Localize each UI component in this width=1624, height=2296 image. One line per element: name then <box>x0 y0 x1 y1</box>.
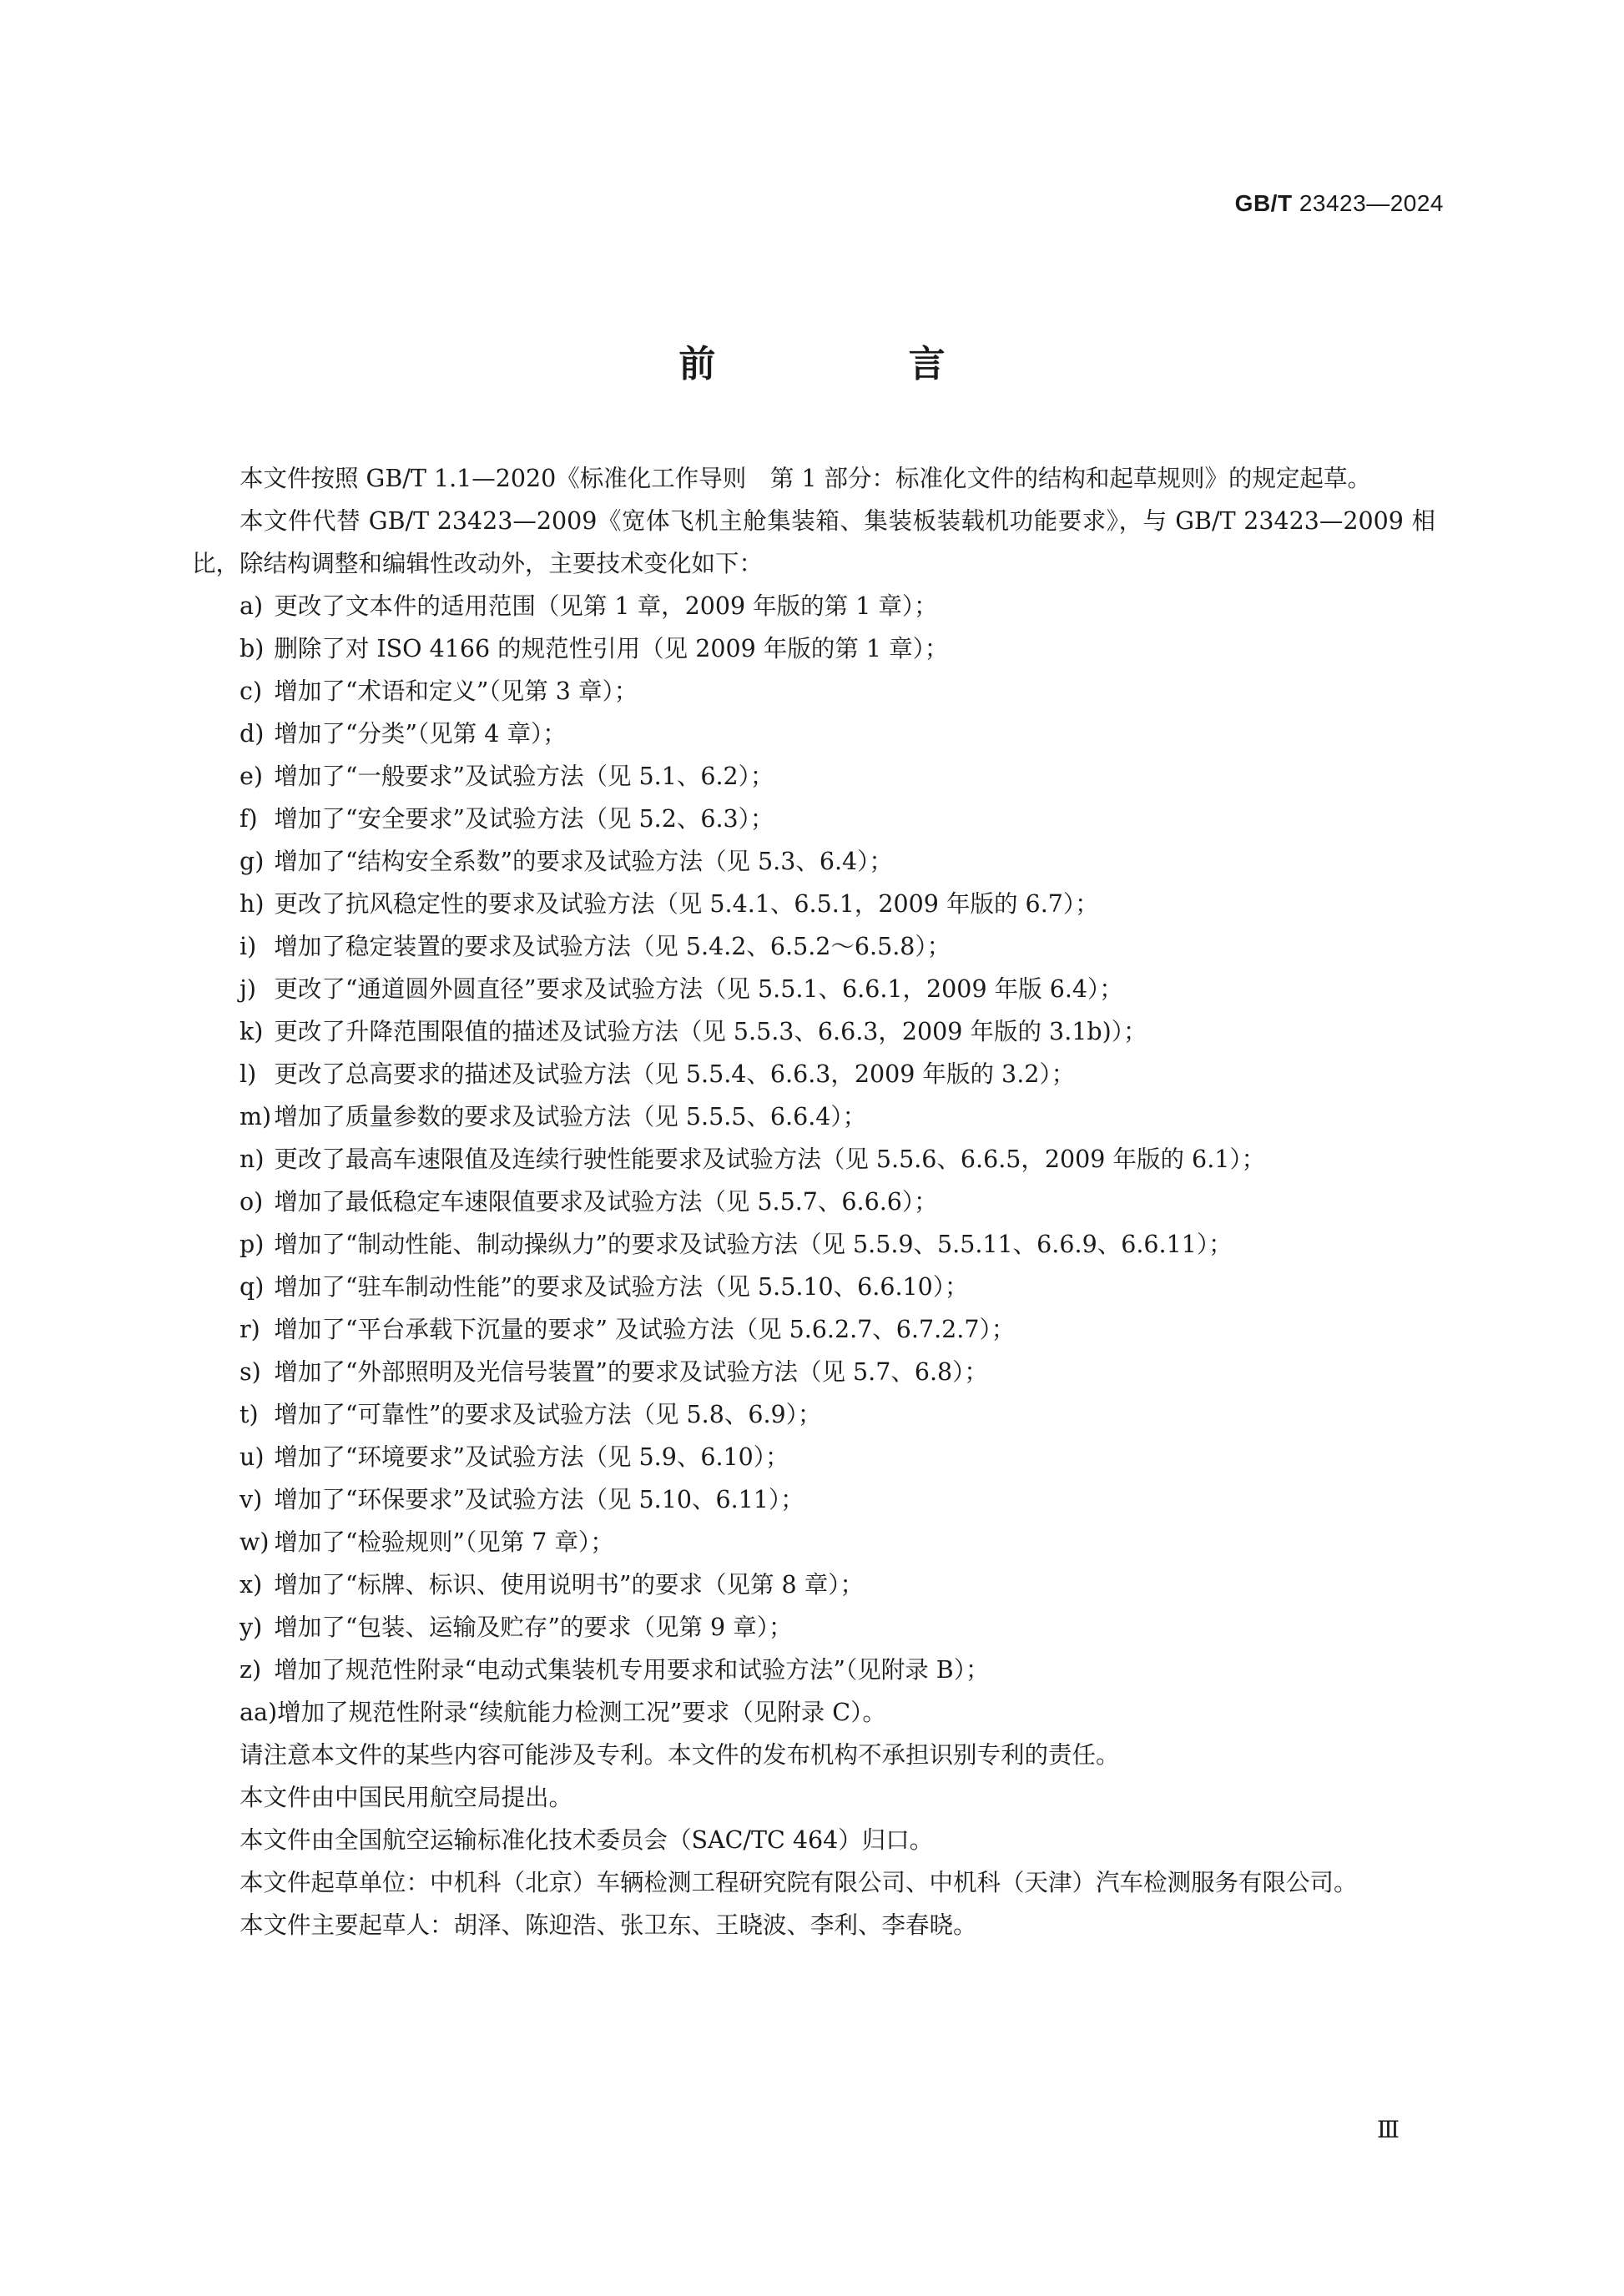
committee-paragraph: 本文件由全国航空运输标准化技术委员会（SAC/TC 464）归口。 <box>240 1826 934 1854</box>
change-item-marker: h) <box>240 890 265 918</box>
change-item-marker: b) <box>240 635 265 662</box>
change-item <box>192 1095 1435 1138</box>
change-item-marker: q) <box>240 1273 265 1301</box>
change-item-text: 增加了“外部照明及光信号装置”的要求及试验方法（见 5.7、6.8）； <box>274 1358 988 1386</box>
change-item-marker: p) <box>240 1231 265 1258</box>
change-item-marker: a) <box>240 592 264 620</box>
change-item-marker: k) <box>240 1018 264 1045</box>
change-item-marker: o) <box>240 1188 264 1216</box>
change-item <box>192 1138 1435 1181</box>
change-item-text: 增加了“可靠性”的要求及试验方法（见 5.8、6.9）； <box>274 1401 822 1428</box>
change-item <box>192 755 1435 798</box>
change-item-text: 增加了“环保要求”及试验方法（见 5.10、6.11）； <box>274 1486 804 1513</box>
change-item-text: 增加了规范性附录“电动式集装机专用要求和试验方法”（见附录 B）； <box>274 1656 990 1684</box>
change-item-marker: u) <box>240 1443 265 1471</box>
change-item-marker: r) <box>240 1316 260 1343</box>
change-item <box>192 1436 1435 1478</box>
change-item <box>192 670 1435 712</box>
change-item-text: 增加了规范性附录“续航能力检测工况”要求（见附录 C）。 <box>277 1699 886 1726</box>
change-item-marker: l) <box>240 1060 257 1088</box>
change-item <box>192 1266 1435 1308</box>
preface-body <box>192 457 1435 1946</box>
intro-paragraph-2: 本文件代替 GB/T 23423—2009《宽体飞机主舱集装箱、集装板装载机功能要求》，与 GB/T 23423—2009 相比，除结构调整和编辑性改动外，主要技术变化如下： <box>192 507 1435 577</box>
change-item <box>192 1649 1435 1691</box>
change-item-marker: i) <box>240 933 257 960</box>
change-item <box>192 1478 1435 1521</box>
drafting-units-paragraph: 本文件起草单位：中机科（北京）车辆检测工程研究院有限公司、中机科（天津）汽车检测服务有限公司。 <box>240 1869 1358 1896</box>
change-item-text: 增加了“驻车制动性能”的要求及试验方法（见 5.5.10、6.6.10）； <box>274 1273 969 1301</box>
change-item-marker: y) <box>240 1614 263 1641</box>
change-item <box>192 1308 1435 1351</box>
change-item-text: 增加了“包装、运输及贮存”的要求（见第 9 章）； <box>274 1614 793 1641</box>
change-item-marker: m) <box>240 1103 272 1130</box>
drafters-paragraph: 本文件主要起草人：胡泽、陈迎浩、张卫东、王晓波、李利、李春晓。 <box>240 1911 977 1939</box>
change-item-marker: z) <box>240 1656 262 1684</box>
change-item-marker: t) <box>240 1401 259 1428</box>
change-item-text: 增加了稳定装置的要求及试验方法（见 5.4.2、6.5.2～6.5.8）； <box>274 933 951 960</box>
proposer-paragraph: 本文件由中国民用航空局提出。 <box>240 1784 573 1811</box>
change-item-text: 增加了“平台承载下沉量的要求” 及试验方法（见 5.6.2.7、6.7.2.7）； <box>274 1316 1016 1343</box>
change-item-text: 增加了“安全要求”及试验方法（见 5.2、6.3）； <box>274 805 774 833</box>
change-item-text: 增加了“分类”（见第 4 章）； <box>274 720 567 748</box>
change-item-text: 更改了抗风稳定性的要求及试验方法（见 5.4.1、6.5.1，2009 年版的 6.7）； <box>274 890 1099 918</box>
change-item <box>192 1393 1435 1436</box>
change-item <box>192 798 1435 840</box>
change-item <box>192 585 1435 627</box>
change-item-marker: w) <box>240 1528 270 1556</box>
change-item <box>192 1053 1435 1095</box>
document-header <box>1235 190 1444 217</box>
change-item-marker: s) <box>240 1358 261 1386</box>
change-item-marker: x) <box>240 1571 263 1599</box>
change-item-marker: j) <box>240 975 256 1003</box>
change-item-text: 更改了升降范围限值的描述及试验方法（见 5.5.3、6.6.3，2009 年版的 3.1b)）； <box>274 1018 1147 1045</box>
change-item-marker: c) <box>240 677 263 705</box>
change-item-marker: g) <box>240 848 265 875</box>
change-item-text: 增加了“一般要求”及试验方法（见 5.1、6.2）； <box>274 763 774 790</box>
change-item-text: 增加了“术语和定义”（见第 3 章）； <box>274 677 638 705</box>
change-item-text: 更改了“通道圆外圆直径”要求及试验方法（见 5.5.1、6.6.1，2009 年版 6.4）； <box>274 975 1123 1003</box>
change-item-marker: e) <box>240 763 263 790</box>
intro-paragraph-1: 本文件按照 GB/T 1.1—2020《标准化工作导则 第 1 部分：标准化文件的结构和起草规则》的规定起草。 <box>240 465 1372 492</box>
change-item-text: 增加了“制动性能、制动操纵力”的要求及试验方法（见 5.5.9、5.5.11、6.6.9、6.6.11）； <box>274 1231 1233 1258</box>
change-item-text: 更改了总高要求的描述及试验方法（见 5.5.4、6.6.3，2009 年版的 3.2）； <box>274 1060 1076 1088</box>
change-item <box>192 1181 1435 1223</box>
change-item-marker: n) <box>240 1145 265 1173</box>
change-item-text: 增加了“结构安全系数”的要求及试验方法（见 5.3、6.4）； <box>274 848 893 875</box>
change-item <box>192 1223 1435 1266</box>
change-item-text: 增加了质量参数的要求及试验方法（见 5.5.5、6.6.4）； <box>274 1103 867 1130</box>
change-item-text: 更改了文本件的适用范围（见第 1 章，2009 年版的第 1 章）； <box>274 592 938 620</box>
change-item <box>192 1010 1435 1053</box>
change-item-text: 增加了“环境要求”及试验方法（见 5.9、6.10）； <box>274 1443 789 1471</box>
change-item <box>192 712 1435 755</box>
change-item-text: 增加了最低稳定车速限值要求及试验方法（见 5.5.7、6.6.6）； <box>274 1188 938 1216</box>
change-item <box>192 1563 1435 1606</box>
change-item-text: 删除了对 ISO 4166 的规范性引用（见 2009 年版的第 1 章）； <box>274 635 949 662</box>
page-number: Ⅲ <box>1377 2116 1400 2143</box>
change-item-marker: aa) <box>240 1699 278 1726</box>
change-item-text: 增加了“检验规则”（见第 7 章）； <box>274 1528 614 1556</box>
change-item-marker: f) <box>240 805 258 833</box>
change-item <box>192 925 1435 968</box>
change-item-text: 增加了“标牌、标识、使用说明书”的要求（见第 8 章）； <box>274 1571 864 1599</box>
change-item <box>192 1351 1435 1393</box>
change-item-marker: v) <box>240 1486 263 1513</box>
standard-code: GB/T <box>1234 190 1293 216</box>
change-item <box>192 1521 1435 1563</box>
change-item <box>192 1691 1435 1734</box>
changes-list <box>192 585 1435 1734</box>
change-item-marker: d) <box>240 720 265 748</box>
change-item <box>192 840 1435 883</box>
change-item <box>192 883 1435 925</box>
change-item-text: 更改了最高车速限值及连续行驶性能要求及试验方法（见 5.5.6、6.6.5，2009 年版的 6.1）； <box>274 1145 1266 1173</box>
patent-notice: 请注意本文件的某些内容可能涉及专利。本文件的发布机构不承担识别专利的责任。 <box>240 1741 1120 1769</box>
page-title: 前 言 <box>678 343 1036 385</box>
change-item <box>192 627 1435 670</box>
standard-number: 23423—2024 <box>1299 190 1444 216</box>
change-item <box>192 968 1435 1010</box>
change-item <box>192 1606 1435 1649</box>
